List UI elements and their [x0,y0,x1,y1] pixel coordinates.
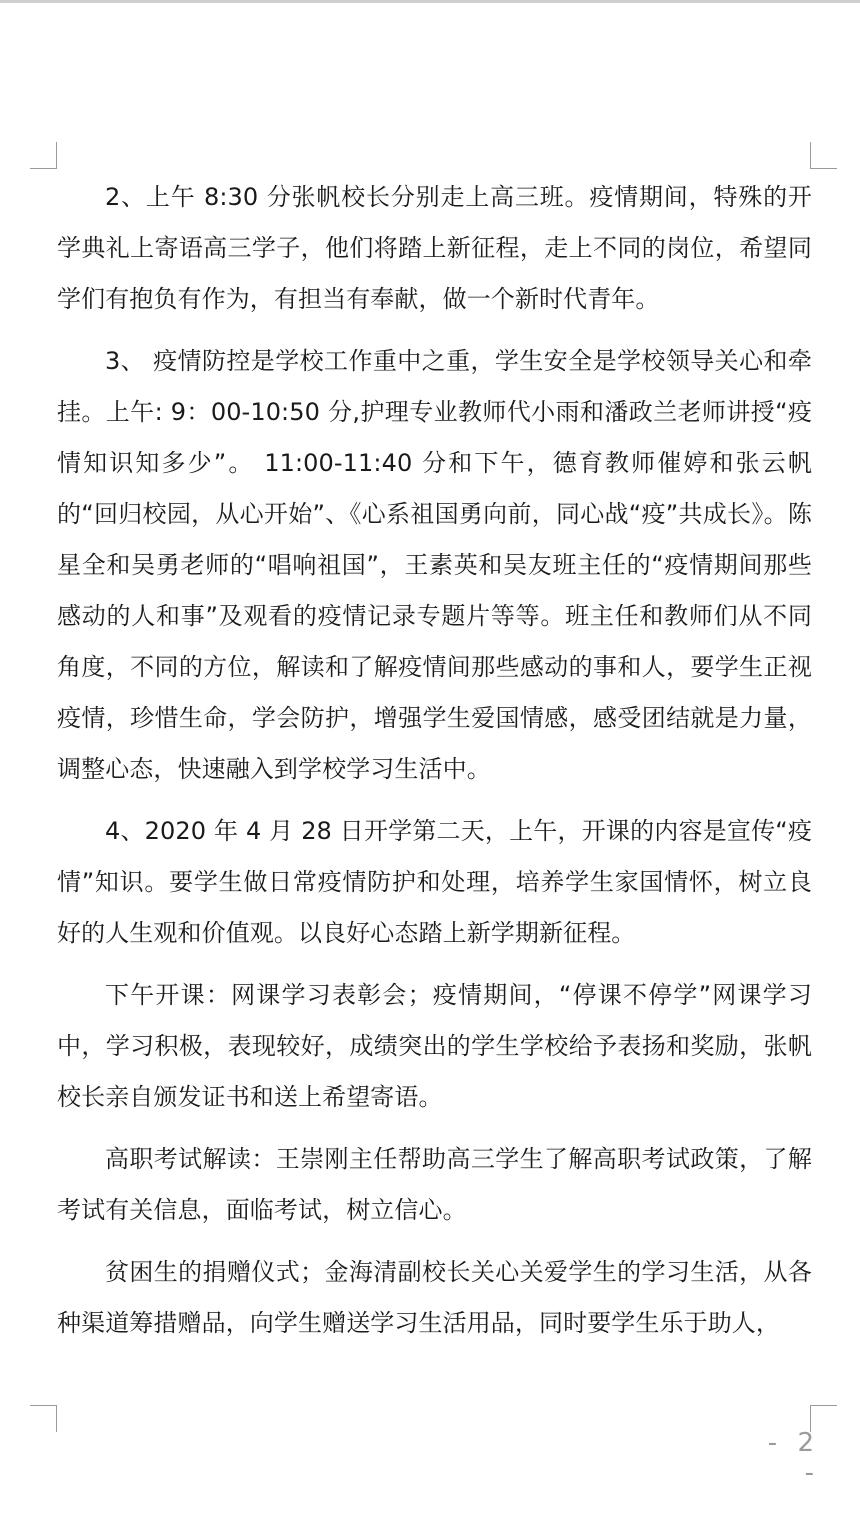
paragraph-item-3: 3、 疫情防控是学校工作重中之重，学生安全是学校领导关心和牵挂。上午: 9：00-10:50 分,护理专业教师代小雨和潘政兰老师讲授“疫情知识知多少”。 11:00-11:40 分和下午，德育教师催婷和张云帆的“回归校园，从心开始”、《心系祖国勇向前，同心战“疫”共成长》。陈星全和吴勇老师的“唱响祖国”，王素英和吴友班主任的“疫情期间那些感动的人和事”及观看的疫情记录专题片等等。班主任和教师们从不同角度，不同的方位，解读和了解疫情间那些感动的事和人，要学生正视疫情，珍惜生命，学会防护，增强学生爱国情感，感受团结就是力量，调整心态，快速融入到学校学习生活中。 [57,347,812,783]
crop-mark-top-left [30,142,57,169]
paragraph-afternoon-class: 下午开课：网课学习表彰会；疫情期间，“停课不停学”网课学习中，学习积极，表现较好，成绩突出的学生学校给予表扬和奖励，张帆校长亲自颁发证书和送上希望寄语。 [57,981,812,1111]
page-body [57,172,812,1349]
paragraph-exam-guidance: 高职考试解读：王崇刚主任帮助高三学生了解高职考试政策，了解考试有关信息，面临考试，树立信心。 [57,1145,812,1224]
crop-mark-bottom-left [30,1405,57,1432]
page-number: - 2 - [767,1428,820,1488]
paragraph-donation-ceremony: 贫困生的捐赠仪式；金海清副校长关心关爱学生的学习生活，从各种渠道筹措赠品，向学生赠送学习生活用品，同时要学生乐于助人， [57,1258,812,1337]
top-border-line [0,0,860,3]
paragraph-item-2: 2、上午 8:30 分张帆校长分别走上高三班。疫情期间，特殊的开学典礼上寄语高三学子，他们将踏上新征程，走上不同的岗位，希望同学们有抱负有作为，有担当有奉献，做一个新时代青年。 [57,183,812,313]
paragraph-item-4: 4、2020 年 4 月 28 日开学第二天，上午，开课的内容是宣传“疫情”知识。要学生做日常疫情防护和处理，培养学生家国情怀，树立良好的人生观和价值观。以良好心态踏上新学期新征程。 [57,817,812,947]
crop-mark-top-right [810,142,837,169]
